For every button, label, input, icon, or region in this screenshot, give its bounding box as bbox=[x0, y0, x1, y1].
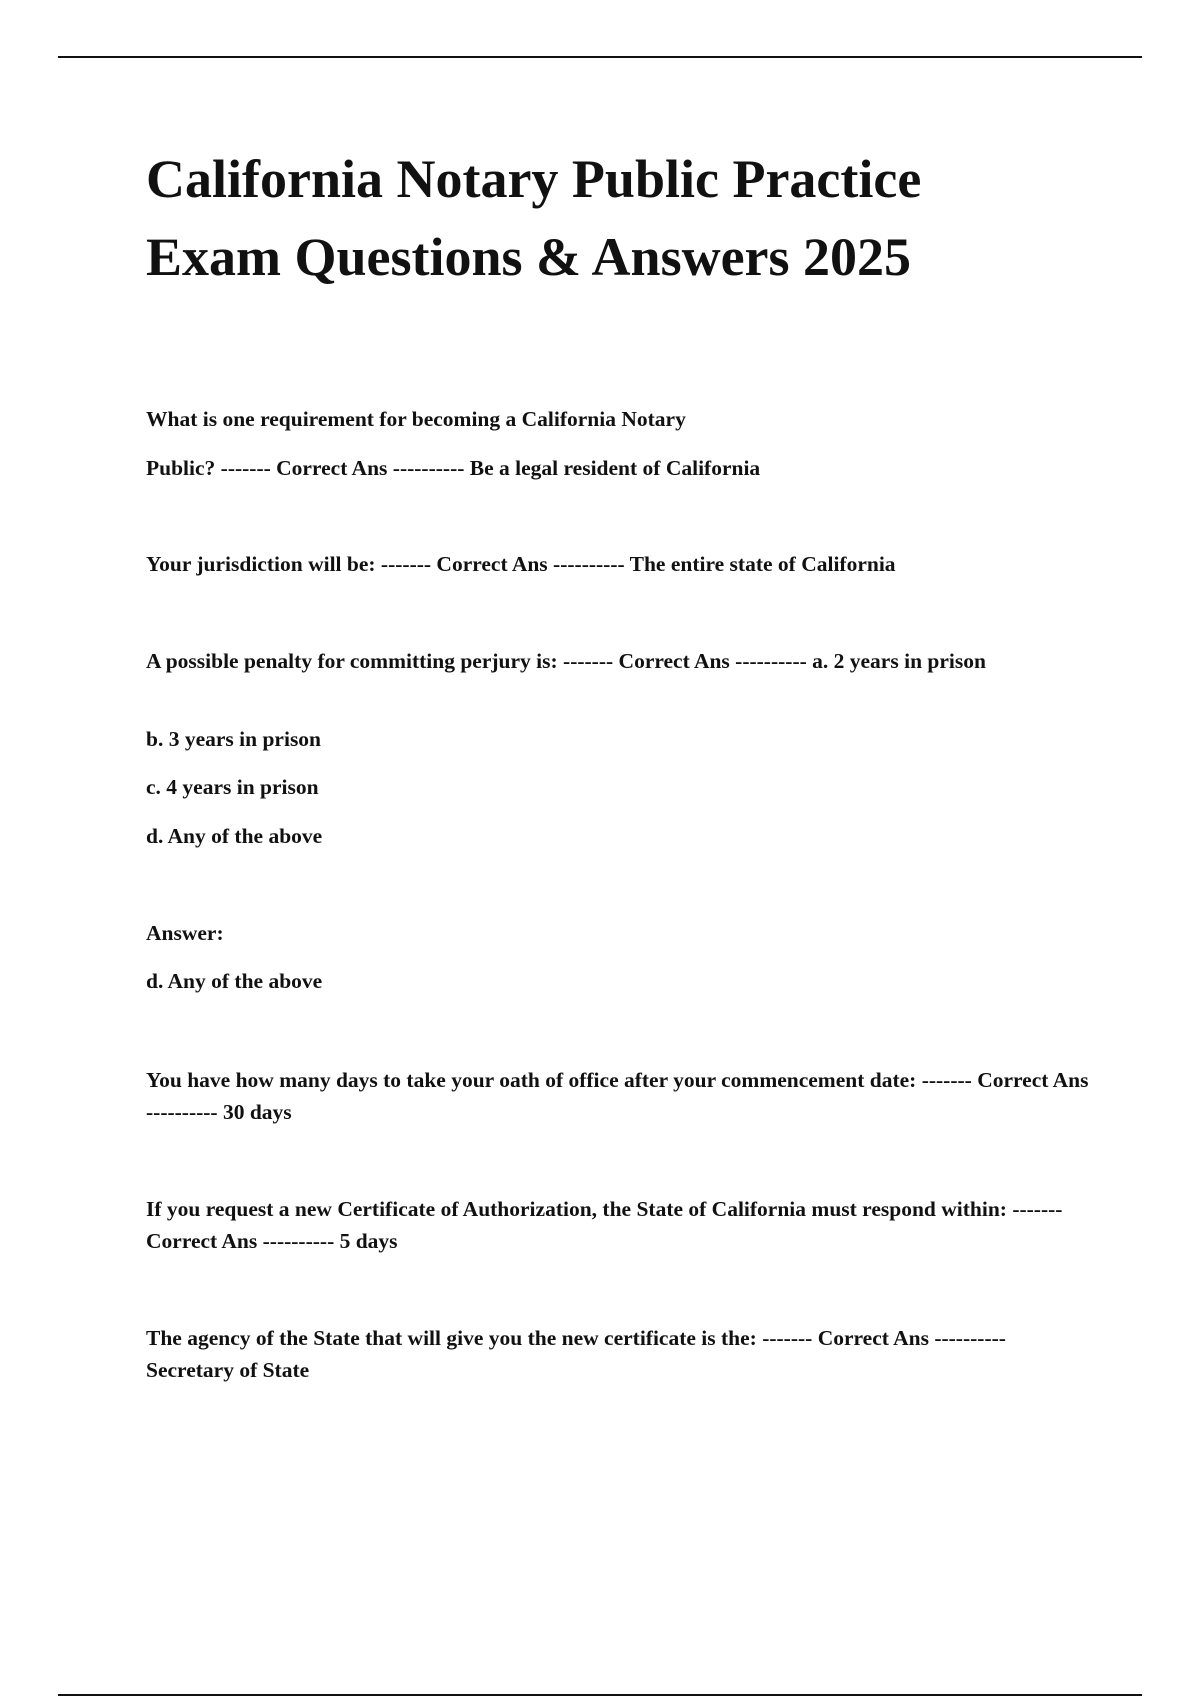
top-rule bbox=[58, 56, 1142, 58]
qa-item-jurisdiction bbox=[146, 548, 1096, 580]
question-line: You have how many days to take your oath of office after your commencement date: ------- Correct Ans ---------- 30 days bbox=[146, 1068, 1089, 1124]
qa-item-perjury-penalty bbox=[146, 645, 1046, 677]
answer-option-c bbox=[146, 771, 1096, 803]
page-title bbox=[146, 140, 1106, 296]
qa-item-certificate-response bbox=[146, 1193, 1096, 1257]
answer-label-text: Answer: bbox=[146, 921, 224, 945]
question-line: Your jurisdiction will be: ------- Correct Ans ---------- The entire state of California bbox=[146, 552, 896, 576]
answer-value bbox=[146, 965, 1096, 997]
question-line: If you request a new Certificate of Authorization, the State of California must respond within: ------- Correct Ans ---------- 5 days bbox=[146, 1197, 1063, 1253]
answer-value-text: d. Any of the above bbox=[146, 969, 323, 993]
question-line: Public? ------- Correct Ans ---------- Be a legal resident of California bbox=[146, 456, 761, 480]
question-line: A possible penalty for committing perjury is: ------- Correct Ans ---------- a. 2 years in prison bbox=[146, 649, 986, 673]
answer-label bbox=[146, 917, 1096, 949]
option-text: c. 4 years in prison bbox=[146, 775, 319, 799]
title-line-2: Exam Questions & Answers 2025 bbox=[146, 227, 912, 287]
qa-item-issuing-agency bbox=[146, 1322, 1096, 1386]
question-line: What is one requirement for becoming a California Notary bbox=[146, 407, 686, 431]
title-line-1: California Notary Public Practice bbox=[146, 149, 922, 209]
question-line: The agency of the State that will give you the new certificate is the: ------- Correct Ans ---------- Secretary of State bbox=[146, 1326, 1006, 1382]
qa-item-oath-days bbox=[146, 1064, 1096, 1128]
bottom-rule bbox=[58, 1694, 1142, 1696]
option-text: b. 3 years in prison bbox=[146, 727, 322, 751]
option-text: d. Any of the above bbox=[146, 824, 323, 848]
qa-item-requirement bbox=[146, 403, 1096, 484]
answer-option-b bbox=[146, 723, 1096, 755]
answer-option-d bbox=[146, 820, 1096, 852]
